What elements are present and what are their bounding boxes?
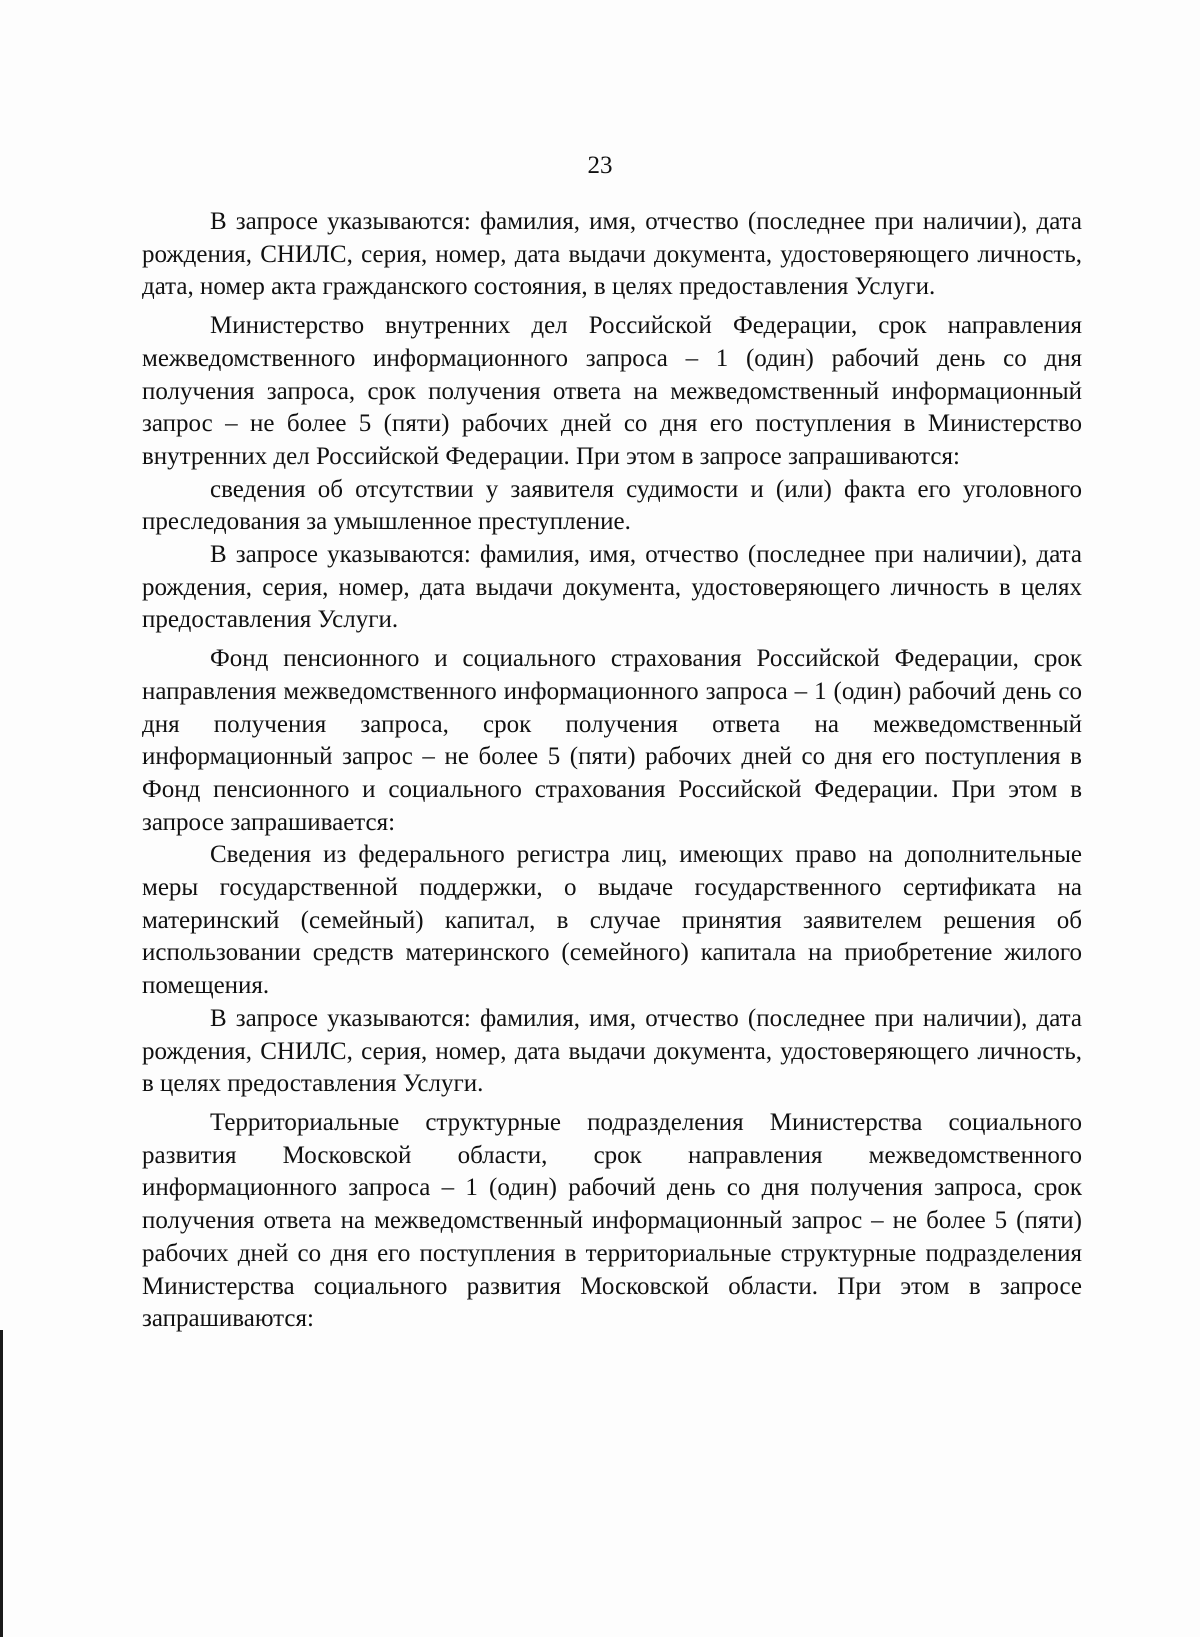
scan-edge-shadow <box>0 1330 3 1637</box>
paragraph-federal-register: Сведения из федерального регистра лиц, имеющих право на дополнительные меры государственной поддержки, о выдаче государственного сертификата на материнский (семейный) капитал, в случае принятия заявителем решения об использовании средств материнского (семейного) капитала на приобретение жилого помещения. <box>142 841 1082 1000</box>
page-number: 23 <box>587 152 613 179</box>
paragraph-social-development-request: Территориальные структурные подразделения Министерства социального развития Московской области, срок направления межведомственного информационного запроса – 1 (один) рабочий день со дня получения запроса, срок получения ответа на межведомственный информационный запрос – не более 5 (пяти) рабочих дней со дня его поступления в территориальные структурные подразделения Министерства социального развития Московской области. При этом в запросе запрашиваются: <box>142 1108 1082 1333</box>
paragraph-request-fields-2: В запросе указываются: фамилия, имя, отчество (последнее при наличии), дата рождения, серия, номер, дата выдачи документа, удостоверяющего личность в целях предоставления Услуги. <box>142 541 1082 634</box>
paragraph-request-fields-3: В запросе указываются: фамилия, имя, отчество (последнее при наличии), дата рождения, СНИЛС, серия, номер, дата выдачи документа, удостоверяющего личность, в целях предоставления Услуги. <box>142 1004 1082 1098</box>
paragraph-mvd-request: Министерство внутренних дел Российской Федерации, срок направления межведомственного информационного запроса – 1 (один) рабочий день со дня получения запроса, срок получения ответа на межведомственный информационный запрос – не более 5 (пяти) рабочих дней со дня его поступления в Министерство внутренних дел Российской Федерации. При этом в запросе запрашиваются: <box>142 312 1082 470</box>
paragraph-pension-fund-request: Фонд пенсионного и социального страхования Российской Федерации, срок направления межведомственного информационного запроса – 1 (один) рабочий день со дня получения запроса, срок получения ответа на межведомственный информационный запрос – не более 5 (пяти) рабочих дней со дня его поступления в Фонд пенсионного и социального страхования Российской Федерации. При этом в запросе запрашивается: <box>142 645 1082 836</box>
paragraph-request-fields-1: В запросе указываются: фамилия, имя, отчество (последнее при наличии), дата рождения, СНИЛС, серия, номер, дата выдачи документа, удостоверяющего личность, дата, номер акта гражданского состояния, в целях предоставления Услуги. <box>142 208 1082 301</box>
paragraph-criminal-record: сведения об отсутствии у заявителя судимости и (или) факта его уголовного преследования за умышленное преступление. <box>142 475 1082 536</box>
document-body <box>142 206 1082 1336</box>
